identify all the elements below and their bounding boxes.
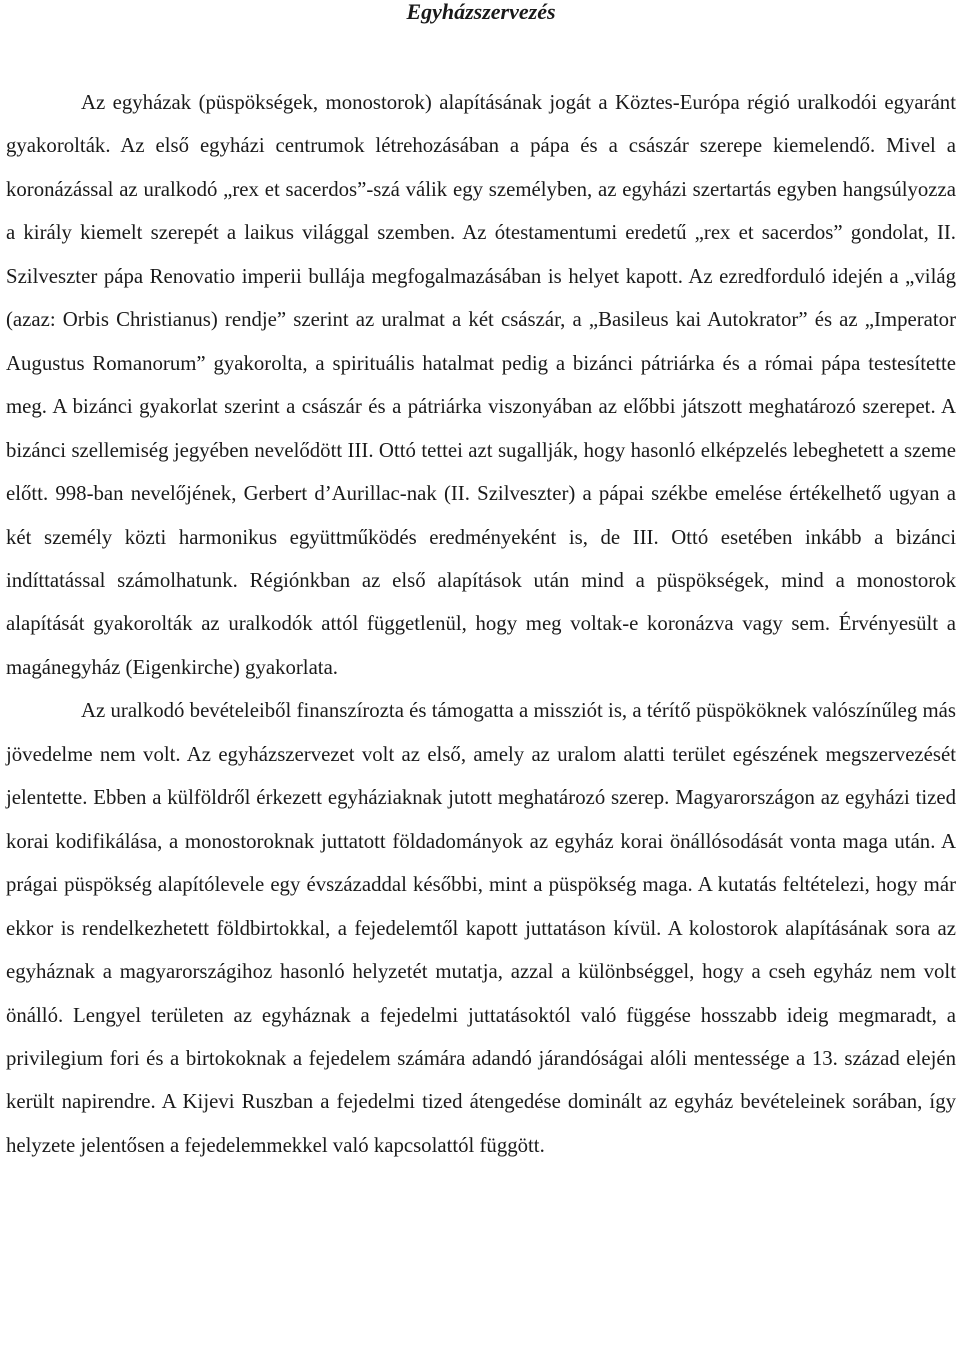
document-page <box>6 0 956 1167</box>
paragraph-2: Az uralkodó bevételeiből finanszírozta és támogatta a missziót is, a térítő püspököknek valószínűleg más jövedelme nem volt. Az egyházszervezet volt az első, amely az uralom alatti terület egészének megszervezését jelentette. Ebben a külföldről érkezett egyháziaknak jutott meghatározó szerep. Magyarországon az egyházi tized korai kodifikálása, a monostoroknak juttatott földadományok az egyház korai önállósodását vonta maga után. A prágai püspökség alapítólevele egy évszázaddal későbbi, mint a püspökség maga. A kutatás feltételezi, hogy már ekkor is rendelkezhetett földbirtokkal, a fejedelemtől kapott juttatáson kívül. A kolostorok alapításának sora az egyháznak a magyarországihoz hasonló helyzetét mutatja, azzal a különbséggel, hogy a cseh egyház nem volt önálló. Lengyel területen az egyháznak a fejedelmi juttatásoktól való függése hosszabb ideig megmaradt, a privilegium fori és a birtokoknak a fejedelem számára adandó járandóságai alóli mentessége a 13. század elején került napirendre. A Kijevi Ruszban a fejedelmi tized átengedése dominált az egyház bevételeinek sorában, így helyzete jelentősen a fejedelemmekkel való kapcsolattól függött. <box>6 699 956 1157</box>
document-title: Egyházszervezés <box>406 0 556 24</box>
paragraph-1: Az egyházak (püspökségek, monostorok) alapításának jogát a Köztes-Európa régió uralkodói egyaránt gyakorolták. Az első egyházi centrumok létrehozásában a pápa és a császár szerepe kiemelendő. Mivel a koronázással az uralkodó „rex et sacerdos”-szá válik egy személyben, az egyházi szertartás egyben hangsúlyozza a király kiemelt szerepét a laikus világgal szemben. Az ótestamentumi eredetű „rex et sacerdos” gondolat, II. Szilveszter pápa Renovatio imperii bullája megfogalmazásában is helyet kapott. Az ezredforduló idején a „világ (azaz: Orbis Christianus) rendje” szerint az uralmat a két császár, a „Basileus kai Autokrator” és az „Imperator Augustus Romanorum” gyakorolta, a spirituális hatalmat pedig a bizánci pátriárka és a római pápa testesítette meg. A bizánci gyakorlat szerint a császár és a pátriárka viszonyában az előbbi játszott meghatározó szerepet. A bizánci szellemiség jegyében nevelődött III. Ottó tettei azt sugallják, hogy hasonló elképzelés lebeghetett a szeme előtt. 998-ban nevelőjének, Gerbert d’Aurillac-nak (II. Szilveszter) a pápai székbe emelése értékelhető ugyan a két személy közti harmonikus együttműködés eredményeként is, de III. Ottó esetében inkább a bizánci indíttatással számolhatunk. Régiónkban az első alapítások után mind a püspökségek, mind a monostorok alapítását gyakorolták az uralkodók attól függetlenül, hogy meg voltak-e koronázva vagy sem. Érvényesült a magánegyház (Eigenkirche) gyakorlata. <box>6 91 956 679</box>
